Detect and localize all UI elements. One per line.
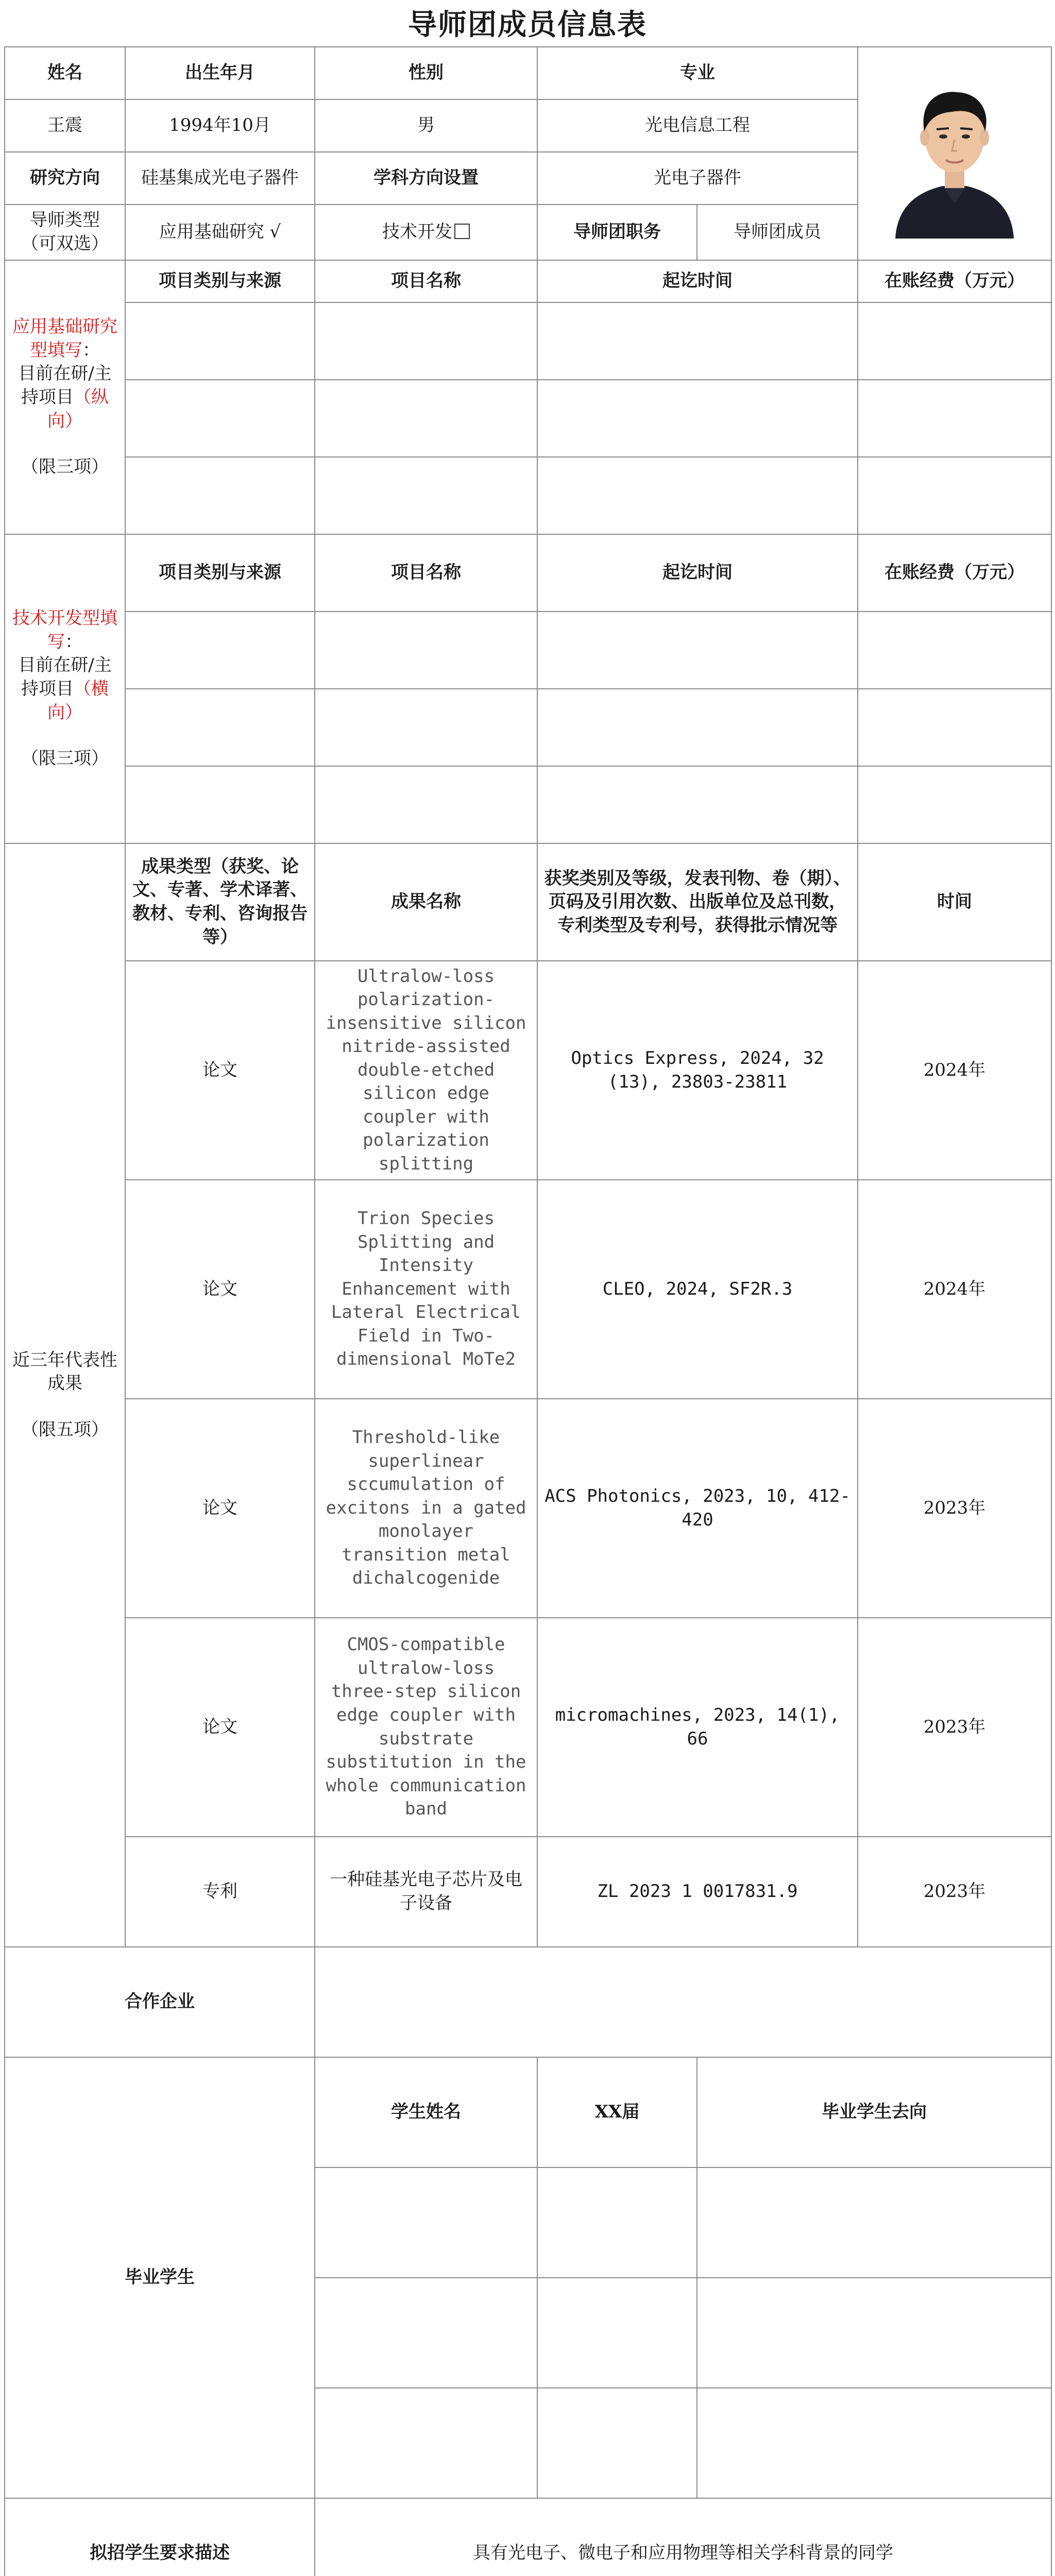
cooperation-value[interactable]	[315, 1947, 1051, 2057]
empty-cell[interactable]	[537, 2388, 697, 2498]
empty-cell[interactable]	[315, 689, 537, 766]
research-value: 硅基集成光电子器件	[125, 152, 315, 205]
applied-header-period: 起讫时间	[537, 260, 858, 302]
empty-cell[interactable]	[858, 612, 1051, 689]
applied-line2-tail: ：	[82, 340, 100, 361]
empty-cell[interactable]	[537, 2278, 697, 2388]
achievement-type: 专利	[125, 1837, 315, 1947]
achievement-time: 2024年	[858, 1180, 1051, 1399]
major-value: 光电信息工程	[537, 99, 858, 152]
achievements-limit: （限五项）	[21, 1419, 109, 1440]
tech-header-funding: 在账经费（万元）	[858, 534, 1051, 612]
achievement-name: Threshold-like superlinear sccumulation of excitons in a gated monolayer transition metal dichalcogenide	[315, 1399, 537, 1618]
graduate-header-name: 学生姓名	[315, 2057, 537, 2167]
achievement-type: 论文	[125, 1399, 315, 1618]
empty-cell[interactable]	[697, 2278, 1051, 2388]
applied-line2: 型填写	[30, 340, 82, 361]
birth-label: 出生年月	[125, 47, 315, 99]
achievement-time: 2024年	[858, 961, 1051, 1180]
graduate-header-destination: 毕业学生去向	[697, 2057, 1051, 2167]
achievement-header-time: 时间	[858, 843, 1051, 961]
tech-line4-red: （横	[74, 679, 109, 699]
achievement-detail: CLEO, 2024, SF2R.3	[537, 1180, 858, 1399]
empty-cell[interactable]	[315, 2167, 537, 2278]
applied-line1: 应用基础研究	[12, 316, 117, 337]
empty-cell[interactable]	[858, 302, 1051, 380]
empty-cell[interactable]	[125, 766, 315, 843]
achievement-type: 论文	[125, 1618, 315, 1837]
empty-cell[interactable]	[125, 457, 315, 534]
empty-cell[interactable]	[125, 612, 315, 689]
tech-line2-tail: ：	[65, 631, 82, 652]
role-label: 导师团职务	[537, 205, 697, 260]
empty-cell[interactable]	[125, 302, 315, 380]
achievement-detail: micromachines, 2023, 14(1), 66	[537, 1618, 858, 1837]
empty-cell[interactable]	[537, 766, 858, 843]
empty-cell[interactable]	[315, 2278, 537, 2388]
tech-line4: 持项目	[21, 679, 74, 699]
empty-cell[interactable]	[697, 2388, 1051, 2498]
requirement-label: 拟招学生要求描述	[5, 2498, 315, 2576]
achievement-detail: Optics Express, 2024, 32 (13), 23803-23811	[537, 961, 858, 1180]
empty-cell[interactable]	[858, 689, 1051, 766]
tech-header-period: 起讫时间	[537, 534, 858, 612]
member-info-table	[4, 46, 1052, 2576]
requirement-value: 具有光电子、微电子和应用物理等相关学科背景的同学	[315, 2498, 1051, 2576]
page-title: 导师团成员信息表	[408, 8, 647, 42]
applied-research-section-label	[5, 260, 125, 534]
tech-line5: 向）	[47, 702, 82, 723]
achievement-time: 2023年	[858, 1618, 1051, 1837]
name-value: 王震	[5, 99, 125, 152]
empty-cell[interactable]	[315, 612, 537, 689]
name-label: 姓名	[5, 47, 125, 99]
mentor-type-label-line2: （可双选）	[21, 233, 109, 254]
tech-header-category: 项目类别与来源	[125, 534, 315, 612]
achievement-time: 2023年	[858, 1837, 1051, 1947]
achievement-name: 一种硅基光电子芯片及电子设备	[315, 1837, 537, 1947]
tech-line3: 目前在研/主	[18, 655, 112, 676]
empty-cell[interactable]	[315, 2388, 537, 2498]
achievement-time: 2023年	[858, 1399, 1051, 1618]
role-value: 导师团成员	[697, 205, 858, 260]
checkbox-empty-icon[interactable]	[454, 224, 470, 239]
mentor-type-option-tech-label: 技术开发	[382, 222, 452, 243]
applied-header-category: 项目类别与来源	[125, 260, 315, 302]
empty-cell[interactable]	[315, 380, 537, 457]
achievement-header-name: 成果名称	[315, 843, 537, 961]
tech-line1: 技术开发型填	[12, 608, 117, 629]
achievements-line1: 近三年代表性	[12, 1349, 117, 1370]
achievement-detail: ZL 2023 1 0017831.9	[537, 1837, 858, 1947]
empty-cell[interactable]	[537, 457, 858, 534]
major-label: 专业	[537, 47, 858, 99]
achievement-name: Trion Species Splitting and Intensity Enhancement with Lateral Electrical Field in Two-dimensional MoTe2	[315, 1180, 537, 1399]
empty-cell[interactable]	[315, 302, 537, 380]
applied-line3: 目前在研/主	[18, 363, 112, 384]
empty-cell[interactable]	[125, 380, 315, 457]
mentor-type-label	[5, 205, 125, 260]
applied-header-funding: 在账经费（万元）	[858, 260, 1051, 302]
achievement-name: Ultralow-loss polarization-insensitive silicon nitride-assisted double-etched silicon edge coupler with polarization splitting	[315, 961, 537, 1180]
birth-value: 1994年10月	[125, 99, 315, 152]
mentor-type-option-applied[interactable]: 应用基础研究 √	[125, 205, 315, 260]
tech-limit: （限三项）	[21, 748, 109, 769]
mentor-type-label-line1: 导师类型	[30, 210, 100, 231]
discipline-value: 光电子器件	[537, 152, 858, 205]
achievements-section-label	[5, 843, 125, 1947]
empty-cell[interactable]	[537, 612, 858, 689]
gender-label: 性别	[315, 47, 537, 99]
empty-cell[interactable]	[125, 689, 315, 766]
empty-cell[interactable]	[315, 766, 537, 843]
applied-header-name: 项目名称	[315, 260, 537, 302]
empty-cell[interactable]	[537, 689, 858, 766]
empty-cell[interactable]	[537, 380, 858, 457]
achievement-type: 论文	[125, 1180, 315, 1399]
graduates-label: 毕业学生	[5, 2057, 315, 2498]
portrait-photo	[885, 69, 1024, 239]
research-label: 研究方向	[5, 152, 125, 205]
tech-line2: 写	[47, 631, 65, 652]
cooperation-label: 合作企业	[5, 1947, 315, 2057]
tech-header-name: 项目名称	[315, 534, 537, 612]
graduate-header-year: XX届	[537, 2057, 697, 2167]
applied-line4: 持项目	[21, 387, 74, 408]
achievement-type: 论文	[125, 961, 315, 1180]
empty-cell[interactable]	[537, 302, 858, 380]
discipline-label: 学科方向设置	[315, 152, 537, 205]
tech-dev-section-label	[5, 534, 125, 843]
applied-line4-red: （纵	[74, 387, 109, 408]
empty-cell[interactable]	[858, 457, 1051, 534]
empty-cell[interactable]	[858, 380, 1051, 457]
empty-cell[interactable]	[537, 2167, 697, 2278]
achievement-detail: ACS Photonics, 2023, 10, 412-420	[537, 1399, 858, 1618]
applied-line5: 向）	[47, 410, 82, 431]
empty-cell[interactable]	[697, 2167, 1051, 2278]
empty-cell[interactable]	[315, 457, 537, 534]
achievement-header-type: 成果类型（获奖、论文、专著、学术译著、教材、专利、咨询报告等）	[125, 843, 315, 961]
empty-cell[interactable]	[858, 766, 1051, 843]
achievement-header-detail: 获奖类别及等级，发表刊物、卷（期）、页码及引用次数、出版单位及总刊数，专利类型及专利号，获得批示情况等	[537, 843, 858, 961]
applied-limit: （限三项）	[21, 456, 109, 478]
achievements-line2: 成果	[47, 1373, 82, 1394]
achievement-name: CMOS-compatible ultralow-loss three-step silicon edge coupler with substrate substitution in the whole communication band	[315, 1618, 537, 1837]
photo-cell	[858, 47, 1051, 260]
gender-value: 男	[315, 99, 537, 152]
mentor-type-option-tech[interactable]	[315, 205, 537, 260]
